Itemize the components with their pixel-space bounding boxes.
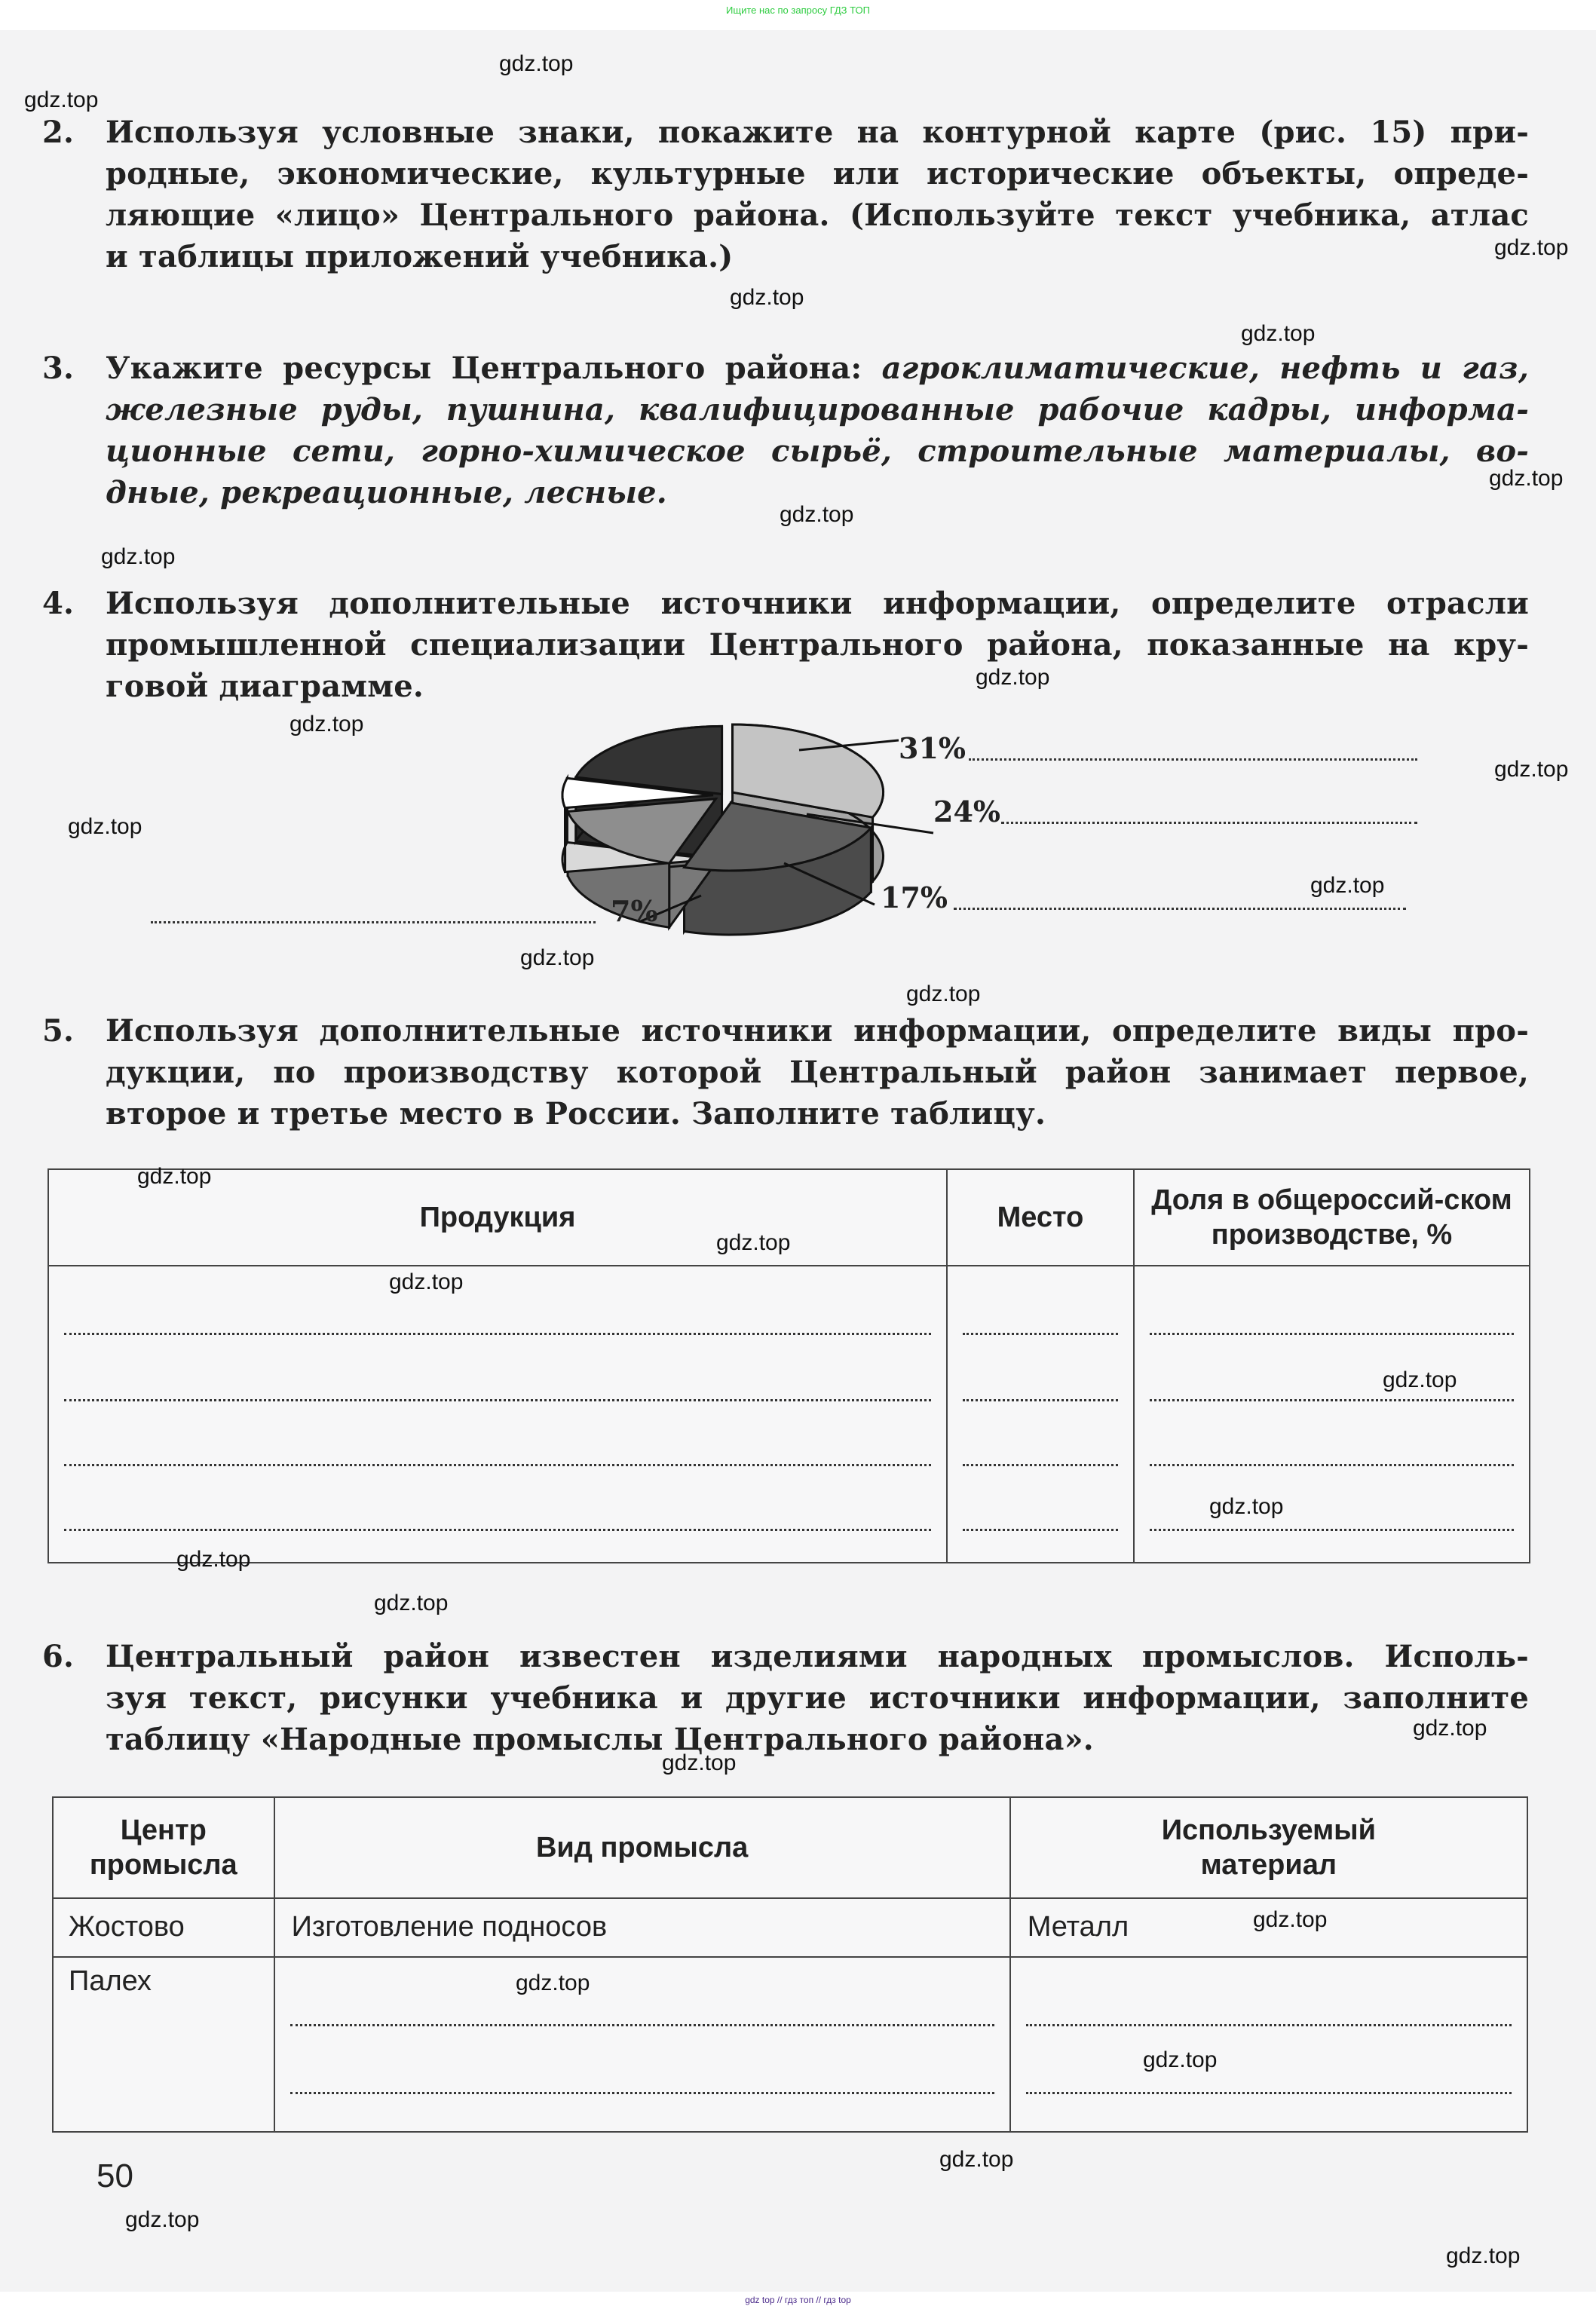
watermark: gdz.top — [1383, 1367, 1457, 1392]
watermark: gdz.top — [125, 2207, 200, 2232]
task-line: Используя условные знаки, покажите на контурной карте (рис. 15) при- — [106, 115, 1529, 150]
product-cell[interactable] — [48, 1266, 947, 1563]
task-line — [106, 348, 1529, 389]
resource-options: железные руды, пушнина, квалифицированные рабочие кадры, информа- — [106, 392, 1529, 427]
task-line: Центральный район известен изделиями народных промыслов. Исполь- — [106, 1639, 1529, 1674]
resource-options: ционные сети, горно-химическое сырьё, строительные материалы, во- — [106, 433, 1529, 469]
watermark: gdz.top — [1446, 2243, 1521, 2268]
watermark: gdz.top — [1494, 235, 1569, 260]
task-line: промышленной специализации Центрального района, показанные на кру- — [106, 627, 1529, 663]
answer-line-7[interactable] — [151, 921, 596, 923]
watermark: gdz.top — [906, 982, 981, 1006]
watermark: gdz.top — [68, 814, 142, 839]
watermark: gdz.top — [662, 1750, 737, 1775]
task-number: 6. — [42, 1639, 75, 1674]
task-number: 3. — [42, 351, 75, 386]
center-cell: Жостово — [53, 1898, 274, 1957]
kind-input-cell[interactable] — [274, 1957, 1010, 2132]
footer-links: gdz top // гдз топ // гдз top — [745, 2295, 851, 2305]
pie-label-31: 31% — [899, 731, 966, 765]
watermark: gdz.top — [176, 1547, 251, 1572]
place-cell[interactable] — [947, 1266, 1134, 1563]
watermark: gdz.top — [730, 285, 804, 310]
share-cell[interactable] — [1134, 1266, 1530, 1563]
task-line: ляющие «лицо» Центрального района. (Используйте текст учебника, атлас — [106, 198, 1529, 233]
task-number: 5. — [42, 1013, 75, 1049]
search-banner: Ищите нас по запросу ГДЗ ТОП — [726, 5, 870, 16]
crafts-table — [52, 1796, 1528, 2133]
header-material: Используемый материал — [1010, 1797, 1527, 1898]
header-center: Центр промысла — [53, 1797, 274, 1898]
task-line: второе и третье место в России. Заполните таблицу. — [106, 1096, 1046, 1132]
watermark: gdz.top — [716, 1230, 791, 1255]
watermark: gdz.top — [1241, 321, 1316, 346]
watermark: gdz.top — [499, 51, 574, 76]
header-share: Доля в общероссий-ском производстве, % — [1134, 1169, 1530, 1266]
material-input-cell[interactable] — [1010, 1957, 1527, 2132]
watermark: gdz.top — [101, 544, 176, 569]
watermark: gdz.top — [1413, 1716, 1487, 1741]
header-place: Место — [947, 1169, 1134, 1266]
products-table — [47, 1168, 1530, 1563]
task-5 — [42, 1010, 1529, 1135]
answer-line-24[interactable] — [1001, 822, 1417, 824]
task-line: родные, экономические, культурные или исторические объекты, опреде- — [106, 156, 1529, 191]
pie-label-24: 24% — [933, 795, 1000, 828]
watermark: gdz.top — [24, 87, 99, 112]
task-line: зуя текст, рисунки учебника и другие источники информации, заполните — [106, 1680, 1529, 1716]
task-6 — [42, 1636, 1529, 1760]
watermark: gdz.top — [289, 712, 364, 737]
answer-line-17[interactable] — [954, 908, 1406, 910]
watermark: gdz.top — [137, 1164, 212, 1189]
watermark: gdz.top — [1143, 2047, 1218, 2072]
pie-label-7: 7% — [611, 894, 658, 928]
task-3 — [42, 348, 1529, 513]
resource-options: агроклиматические, нефть и газ, — [881, 351, 1529, 386]
answer-line-31[interactable] — [969, 758, 1417, 761]
task-4 — [42, 583, 1529, 707]
task-line: дукции, по производству которой Центральный район занимает первое, — [106, 1055, 1529, 1090]
watermark: gdz.top — [1253, 1907, 1328, 1932]
watermark: gdz.top — [374, 1591, 449, 1615]
task-line: Используя дополнительные источники информации, определите отрасли — [106, 586, 1529, 621]
watermark: gdz.top — [516, 1971, 590, 1995]
material-cell: Металл — [1010, 1898, 1527, 1957]
resource-options: дные, рекреационные, лесные. — [106, 475, 667, 510]
task-2 — [42, 112, 1529, 277]
watermark: gdz.top — [1209, 1494, 1284, 1519]
watermark: gdz.top — [976, 665, 1050, 690]
task-line: говой диаграмме. — [106, 669, 424, 704]
watermark: gdz.top — [939, 2147, 1014, 2172]
watermark: gdz.top — [1489, 466, 1564, 491]
pie-label-17: 17% — [881, 880, 948, 914]
task-lead: Укажите ресурсы Центрального района: — [106, 351, 882, 386]
task-line: и таблицы приложений учебника.) — [106, 239, 734, 274]
kind-cell: Изготовление подносов — [274, 1898, 1010, 1957]
watermark: gdz.top — [1310, 873, 1385, 898]
watermark: gdz.top — [520, 945, 595, 970]
header-kind: Вид промысла — [274, 1797, 1010, 1898]
task-number: 2. — [42, 115, 75, 150]
page-number: 50 — [96, 2157, 133, 2194]
watermark: gdz.top — [389, 1269, 464, 1294]
task-line: таблицу «Народные промыслы Центрального района». — [106, 1722, 1094, 1757]
task-line: Используя дополнительные источники информации, определите виды про- — [106, 1013, 1529, 1049]
task-number: 4. — [42, 586, 75, 621]
header-product: Продукция — [48, 1169, 947, 1266]
watermark: gdz.top — [1494, 757, 1569, 782]
watermark: gdz.top — [780, 502, 854, 527]
center-cell: Палех — [53, 1957, 274, 2132]
